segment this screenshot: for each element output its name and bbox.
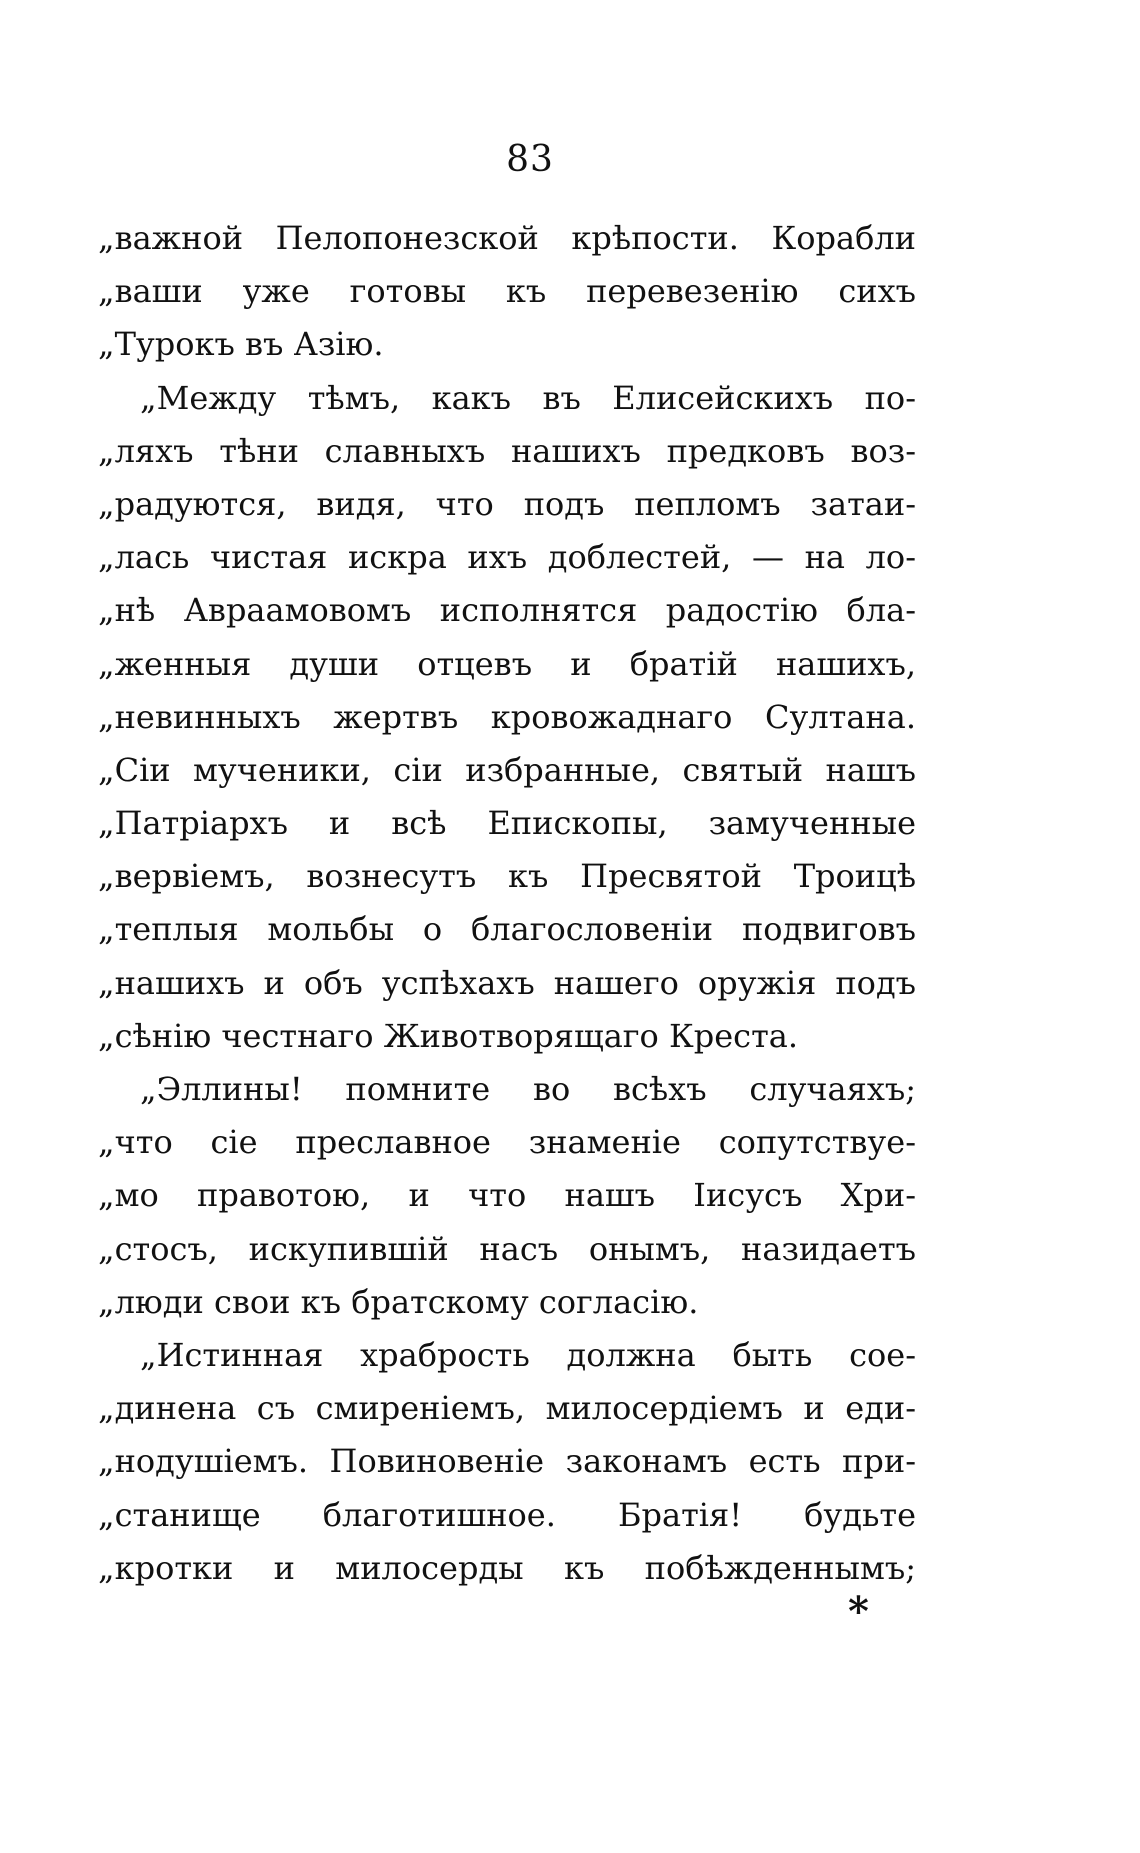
text-line: „Между тѣмъ, какъ въ Елисейскихъ по-: [140, 378, 916, 417]
text-line: „вервіемъ, вознесутъ къ Пресвятой Троицѣ: [98, 857, 916, 896]
text-line: „Сіи мученики, сіи избранные, святый нашъ: [98, 750, 916, 789]
text-line: „сѣнію честнаго Животворящаго Креста.: [98, 1016, 799, 1055]
text-line: „ляхъ тѣни славныхъ нашихъ предковъ воз-: [98, 431, 916, 470]
text-line: „динена съ смиреніемъ, милосердіемъ и еди-: [98, 1389, 916, 1428]
body-text: [98, 212, 916, 1595]
text-line: „мо правотою, и что нашъ Іисусъ Хри-: [98, 1176, 916, 1215]
text-line: „Патріархъ и всѣ Епископы, замученные: [98, 804, 916, 843]
text-line: „кротки и милосерды къ побѣжденнымъ;: [98, 1548, 916, 1587]
text-line: „ваши уже готовы къ перевезенію сихъ: [98, 272, 916, 311]
text-line: „нѣ Авраамовомъ исполнятся радостію бла-: [98, 591, 916, 630]
text-line: „что сіе преславное знаменіе сопутствуе-: [98, 1123, 916, 1162]
text-line: „радуются, видя, что подъ пепломъ затаи-: [98, 484, 916, 523]
text-line: „теплыя мольбы о благословеніи подвиговъ: [98, 910, 916, 949]
text-line: „Истинная храбрость должна быть сое-: [140, 1335, 916, 1374]
paragraph: [98, 1329, 916, 1595]
paragraph: [98, 1063, 916, 1329]
paragraph: [98, 372, 916, 1063]
text-line: „стосъ, искупившій насъ онымъ, назидаетъ: [98, 1229, 916, 1268]
catchword-asterisk: *: [848, 1588, 869, 1635]
text-line: „Турокъ въ Азію.: [98, 325, 384, 364]
text-line: „женныя души отцевъ и братій нашихъ,: [98, 644, 916, 683]
text-line: „невинныхъ жертвъ кровожаднаго Султана.: [98, 697, 916, 736]
text-line: „станище благотишное. Братія! будьте: [98, 1495, 916, 1534]
page-number: 83: [506, 139, 554, 180]
text-line: „Эллины! помните во всѣхъ случаяхъ;: [140, 1070, 916, 1108]
text-line: „важной Пелопонезской крѣпости. Корабли: [98, 219, 916, 257]
text-line: „лась чистая искра ихъ доблестей, — на ло-: [98, 538, 916, 577]
text-line: „нашихъ и объ успѣхахъ нашего оружія подъ: [98, 963, 916, 1002]
text-line: „люди свои къ братскому согласію.: [98, 1282, 699, 1321]
text-line: „нодушіемъ. Повиновеніе законамъ есть при-: [98, 1442, 916, 1481]
paragraph: [98, 212, 916, 372]
